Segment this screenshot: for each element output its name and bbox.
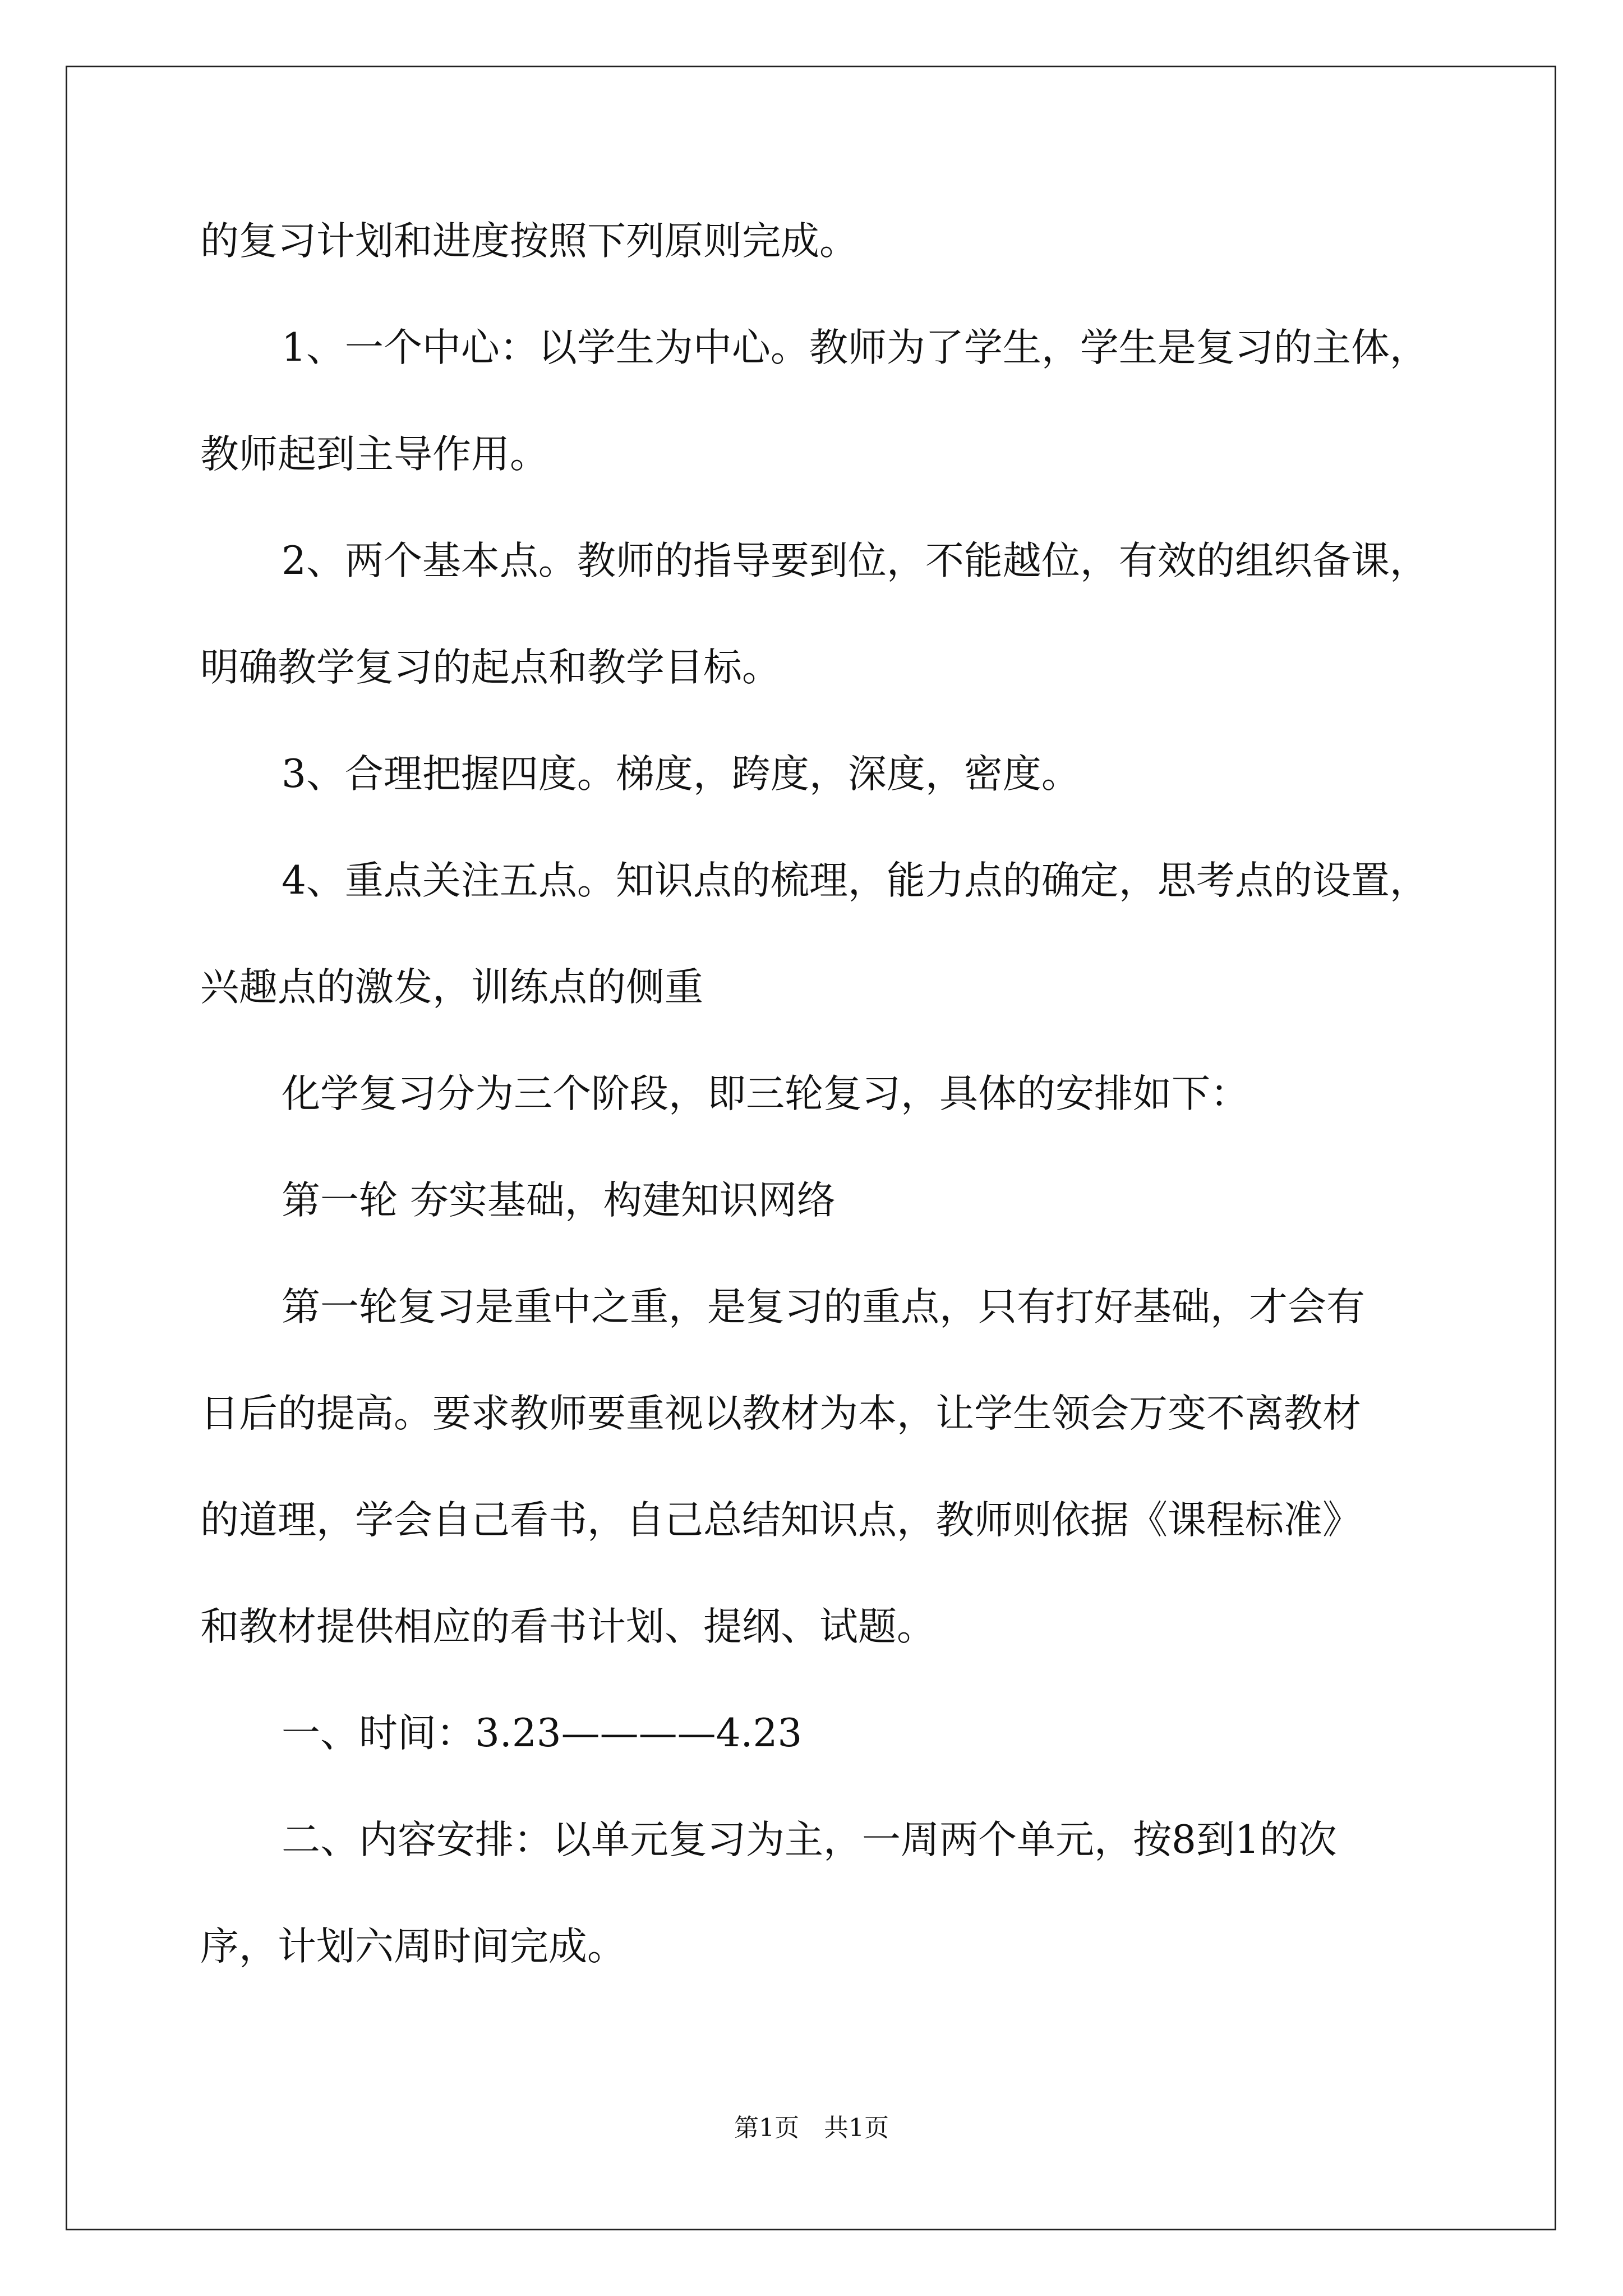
paragraph-line: 4、重点关注五点。知识点的梳理，能力点的确定，思考点的设置，	[282, 858, 1428, 903]
paragraph-line: 的复习计划和进度按照下列原则完成。	[200, 219, 858, 264]
paragraph-line: 一、时间：3.23————4.23	[282, 1711, 803, 1756]
paragraph-line: 和教材提供相应的看书计划、提纲、试题。	[200, 1604, 935, 1649]
paragraph-line: 教师起到主导作用。	[200, 432, 548, 477]
paragraph-line: 的道理，学会自己看书，自己总结知识点，教师则依据《课程标准》	[200, 1498, 1361, 1543]
paragraph-line: 1、一个中心：以学生为中心。教师为了学生，学生是复习的主体，	[282, 325, 1428, 370]
paragraph-line: 兴趣点的激发，训练点的侧重	[200, 965, 703, 1010]
paragraph-line: 日后的提高。要求教师要重视以教材为本，让学生领会万变不离教材	[200, 1391, 1361, 1436]
paragraph-line: 明确教学复习的起点和教学目标。	[200, 645, 781, 690]
page-number-footer: 第1页 共1页	[734, 2114, 889, 2142]
paragraph-line: 序，计划六周时间完成。	[200, 1924, 626, 1969]
paragraph-line: 2、两个基本点。教师的指导要到位，不能越位，有效的组织备课，	[282, 539, 1428, 583]
section-heading: 第一轮 夯实基础，构建知识网络	[282, 1178, 836, 1223]
page-border	[66, 66, 1556, 2230]
paragraph-line: 二、内容安排：以单元复习为主，一周两个单元，按8到1的次	[282, 1818, 1337, 1862]
paragraph-line: 3、合理把握四度。梯度，跨度，深度，密度。	[282, 752, 1080, 797]
paragraph-line: 化学复习分为三个阶段，即三轮复习，具体的安排如下：	[282, 1071, 1249, 1116]
paragraph-line: 第一轮复习是重中之重，是复习的重点，只有打好基础，才会有	[282, 1285, 1365, 1329]
